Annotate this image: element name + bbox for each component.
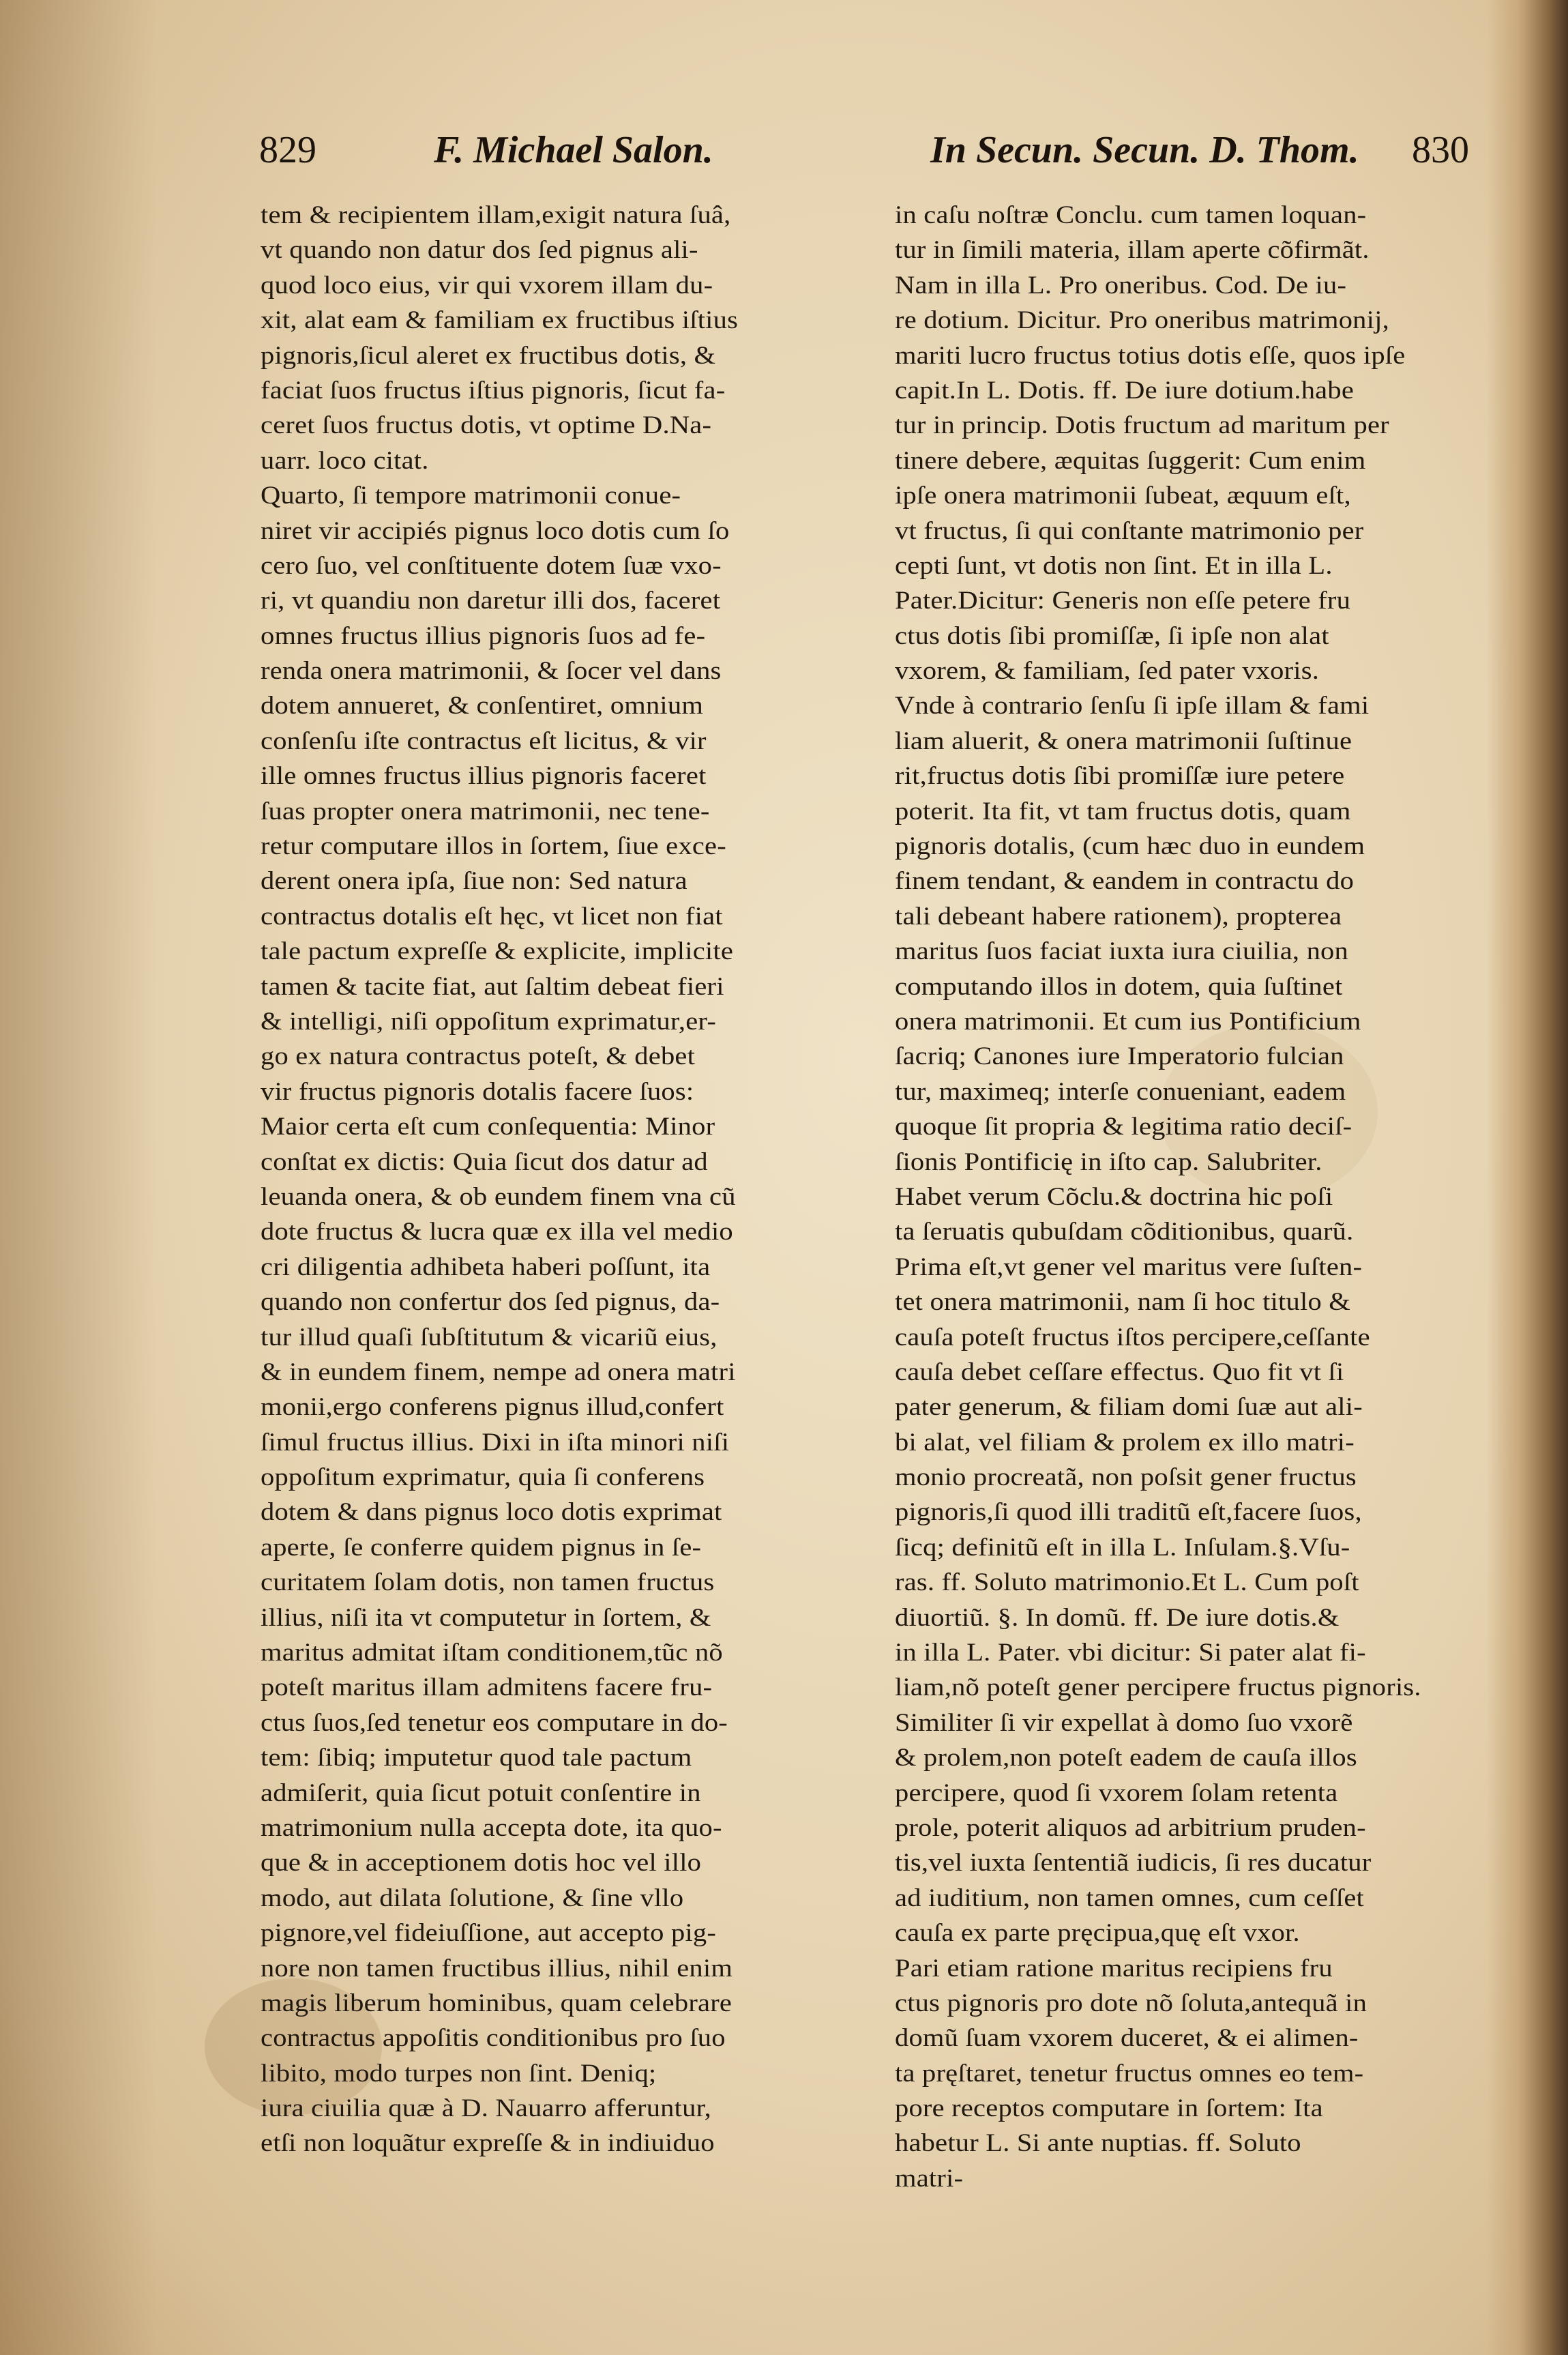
text-line: re dotium. Dicitur. Pro oneribus matrimonij, [895, 306, 1389, 335]
text-line: cauſa ex parte pręcipua,quę eſt vxor. [895, 1919, 1300, 1948]
text-line: ta ſeruatis qubuſdam cõditionibus, quarũ. [895, 1218, 1354, 1246]
text-line: Similiter ſi vir expellat à domo ſuo vxorẽ [895, 1708, 1353, 1737]
text-line: poteſt maritus illam admitens facere fru- [261, 1673, 713, 1702]
text-line: liam aluerit, & onera matrimonii ſuſtinue [895, 727, 1352, 755]
author-header: F. Michael Salon. [434, 129, 713, 171]
text-line: renda onera matrimonii, & ſocer vel dans [261, 657, 722, 686]
text-line: leuanda onera, & ob eundem finem vna cũ [261, 1182, 736, 1211]
text-line: pignore,vel fideiuſſione, aut accepto pig- [261, 1919, 717, 1948]
text-line: tur illud quaſi ſubſtitutum & vicariũ eius, [261, 1323, 718, 1351]
text-line: monii,ergo conferens pignus illud,confert [261, 1393, 724, 1422]
text-line: & in eundem finem, nempe ad onera matri [261, 1358, 736, 1386]
text-line: ctus pignoris pro dote nõ ſoluta,antequã in [895, 1989, 1367, 2017]
text-line: rit,fructus dotis ſibi promiſſæ iure petere [895, 762, 1345, 791]
text-line: vt quando non datur dos ſed pignus ali- [261, 236, 698, 265]
text-line: admiſerit, quia ſicut potuit conſentire in [261, 1779, 701, 1807]
text-line: quod loco eius, vir qui vxorem illam du- [261, 271, 713, 299]
text-line: ſimul fructus illius. Dixi in iſta minori niſi [261, 1428, 730, 1457]
text-line: tis,vel iuxta ſententiã iudicis, ſi res ducatur [895, 1849, 1372, 1877]
text-line: matrimonium nulla accepta dote, ita quo- [261, 1813, 722, 1842]
text-line: iura ciuilia quæ à D. Nauarro afferuntur, [261, 2094, 711, 2123]
text-line: percipere, quod ſi vxorem ſolam retenta [895, 1779, 1338, 1807]
text-line: pater generum, & filiam domi ſuæ aut ali- [895, 1393, 1363, 1422]
text-line: ille omnes fructus illius pignoris faceret [261, 762, 707, 791]
text-line: conſenſu iſte contractus eſt licitus, & vir [261, 727, 707, 755]
text-line: libito, modo turpes non ſint. Deniq; [261, 2059, 657, 2088]
text-line: monio procreatã, non poſsit gener fructus [895, 1463, 1357, 1492]
text-line: vxorem, & familiam, ſed pater vxoris. [895, 657, 1320, 686]
text-line: maritus admitat iſtam conditionem,tũc nõ [261, 1639, 723, 1667]
text-line: onera matrimonii. Et cum ius Pontificium [895, 1007, 1361, 1036]
text-line: contractus appoſitis conditionibus pro ſuo [261, 2024, 726, 2053]
text-line: Nam in illa L. Pro oneribus. Cod. De iu- [895, 271, 1347, 299]
text-line: Quarto, ſi tempore matrimonii conue- [261, 482, 681, 510]
text-line: niret vir accipiés pignus loco dotis cum ſo [261, 516, 730, 545]
text-line: tamen & tacite fiat, aut ſaltim debeat fieri [261, 972, 724, 1001]
text-line: tinere debere, æquitas ſuggerit: Cum enim [895, 446, 1366, 475]
text-line: curitatem ſolam dotis, non tamen fructus [261, 1568, 715, 1597]
text-line: cero ſuo, vel conſtituente dotem ſuæ vxo- [261, 551, 722, 580]
text-line: cauſa poteſt fructus iſtos percipere,ceſſante [895, 1323, 1370, 1351]
text-line: poterit. Ita fit, vt tam fructus dotis, quam [895, 797, 1351, 825]
running-title: In Secun. Secun. D. Thom. [930, 129, 1359, 171]
text-line: pignoris dotalis, (cum hæc duo in eundem [895, 832, 1365, 861]
page-number-right: 830 [1412, 129, 1469, 171]
text-line: Pari etiam ratione maritus recipiens fru [895, 1954, 1333, 1983]
text-line: vt fructus, ſi qui conſtante matrimonio per [895, 516, 1364, 545]
right-text-column [895, 198, 1481, 2196]
text-line: bi alat, vel filiam & prolem ex illo matri- [895, 1428, 1355, 1457]
text-line: cauſa debet ceſſare effectus. Quo fit vt ſi [895, 1358, 1344, 1386]
text-line: dote fructus & lucra quæ ex illa vel medio [261, 1218, 733, 1246]
text-line: faciat ſuos fructus iſtius pignoris, ſicut fa- [261, 376, 726, 405]
text-line: Maior certa eſt cum conſequentia: Minor [261, 1113, 715, 1141]
text-line: ſacriq; Canones iure Imperatorio fulcian [895, 1042, 1344, 1071]
text-line: illius, niſi ita vt computetur in ſortem, & [261, 1603, 711, 1632]
text-line: tet onera matrimonii, nam ſi hoc titulo & [895, 1288, 1350, 1317]
text-line: liam,nõ poteſt gener percipere fructus pignoris. [895, 1673, 1421, 1702]
text-line: maritus ſuos faciat iuxta iura ciuilia, non [895, 937, 1348, 966]
text-line: matri- [895, 2164, 964, 2193]
left-text-column [261, 198, 847, 2161]
text-line: xit, alat eam & familiam ex fructibus iſtius [261, 306, 739, 335]
text-line: domũ ſuam vxorem duceret, & ei alimen- [895, 2024, 1359, 2053]
text-line: magis liberum hominibus, quam celebrare [261, 1989, 733, 2017]
text-line: capit.In L. Dotis. ff. De iure dotium.habe [895, 376, 1355, 405]
text-line: ad iuditium, non tamen omnes, cum ceſſet [895, 1884, 1364, 1912]
text-line: pore receptos computare in ſortem: Ita [895, 2094, 1323, 2123]
text-line: tali debeant habere rationem), propterea [895, 902, 1342, 931]
text-line: que & in acceptionem dotis hoc vel illo [261, 1849, 702, 1877]
text-line: aperte, ſe conferre quidem pignus in ſe- [261, 1533, 702, 1562]
text-line: diuortiũ. §. In domũ. ff. De iure dotis.& [895, 1603, 1340, 1632]
text-line: pignoris,ſi quod illi traditũ eſt,facere ſuos, [895, 1498, 1362, 1527]
gutter-shadow [0, 0, 157, 2355]
running-header [259, 123, 1473, 184]
text-line: ſuas propter onera matrimonii, nec tene- [261, 797, 710, 825]
text-line: tem & recipientem illam,exigit natura ſuâ, [261, 201, 731, 229]
text-line: quando non confertur dos ſed pignus, da- [261, 1288, 720, 1317]
text-line: ſicq; definitũ eſt in illa L. Inſulam.§.Vſu- [895, 1533, 1350, 1562]
text-line: & intelligi, niſi oppoſitum exprimatur,er- [261, 1007, 717, 1036]
text-line: cepti ſunt, vt dotis non ſint. Et in illa L. [895, 551, 1333, 580]
text-line: tem: ſibiq; imputetur quod tale pactum [261, 1744, 692, 1772]
text-line: uarr. loco citat. [261, 446, 429, 475]
text-line: retur computare illos in ſortem, ſiue exce- [261, 832, 726, 861]
text-line: pignoris,ſicul aleret ex fructibus dotis, & [261, 341, 716, 370]
text-line: derent onera ipſa, ſiue non: Sed natura [261, 867, 687, 896]
text-line: contractus dotalis eſt hęc, vt licet non fiat [261, 902, 723, 931]
text-line: oppoſitum exprimatur, quia ſi conferens [261, 1463, 705, 1492]
text-line: modo, aut dilata ſolutione, & ſine vllo [261, 1884, 684, 1912]
text-line: conſtat ex dictis: Quia ſicut dos datur ad [261, 1147, 708, 1176]
text-line: ri, vt quandiu non daretur illi dos, faceret [261, 587, 721, 615]
text-line: ras. ff. Soluto matrimonio.Et L. Cum poſt [895, 1568, 1359, 1597]
page-number-left: 829 [259, 129, 316, 171]
text-line: Habet verum Cõclu.& doctrina hic poſi [895, 1182, 1333, 1211]
text-line: ctus dotis ſibi promiſſæ, ſi ipſe non alat [895, 621, 1329, 650]
text-line: omnes fructus illius pignoris ſuos ad fe- [261, 621, 706, 650]
text-line: go ex natura contractus poteſt, & debet [261, 1042, 696, 1071]
text-line: dotem & dans pignus loco dotis exprimat [261, 1498, 722, 1527]
text-line: & prolem,non poteſt eadem de cauſa illos [895, 1744, 1357, 1772]
text-line: tur, maximeq; interſe conueniant, eadem [895, 1077, 1346, 1106]
text-line: prole, poterit aliquos ad arbitrium pruden- [895, 1813, 1366, 1842]
text-line: mariti lucro fructus totius dotis eſſe, quos ipſe [895, 341, 1406, 370]
text-line: dotem annueret, & conſentiret, omnium [261, 692, 704, 720]
text-line: nore non tamen fructibus illius, nihil enim [261, 1954, 733, 1983]
text-line: ctus ſuos,ſed tenetur eos computare in do- [261, 1708, 728, 1737]
text-line: ceret ſuos fructus dotis, vt optime D.Na- [261, 411, 712, 440]
text-line: computando illos in dotem, quia ſuſtinet [895, 972, 1343, 1001]
text-line: in illa L. Pater. vbi dicitur: Si pater alat fi- [895, 1639, 1366, 1667]
text-line: ſionis Pontificię in iſto cap. Salubriter. [895, 1147, 1322, 1176]
text-line: vir fructus pignoris dotalis facere ſuos: [261, 1077, 694, 1106]
text-line: ta pręſtaret, tenetur fructus omnes eo tem- [895, 2059, 1364, 2088]
text-line: quoque ſit propria & legitima ratio deciſ- [895, 1113, 1352, 1141]
text-line: finem tendant, & eandem in contractu do [895, 867, 1355, 896]
text-line: Prima eſt,vt gener vel maritus vere ſuſten- [895, 1253, 1363, 1281]
text-line: etſi non loquãtur expreſſe & in indiuiduo [261, 2129, 715, 2158]
text-line: habetur L. Si ante nuptias. ff. Soluto [895, 2129, 1301, 2158]
text-line: tur in princip. Dotis fructum ad maritum per [895, 411, 1389, 440]
text-line: Pater.Dicitur: Generis non eſſe petere fru [895, 587, 1351, 615]
text-line: in caſu noſtræ Conclu. cum tamen loquan- [895, 201, 1367, 229]
text-line: tur in ſimili materia, illam aperte cõfirmãt. [895, 236, 1370, 265]
text-line: ipſe onera matrimonii ſubeat, æquum eſt, [895, 482, 1351, 510]
text-line: cri diligentia adhibeta haberi poſſunt, ita [261, 1253, 711, 1281]
text-line: Vnde à contrario ſenſu ſi ipſe illam & fami [895, 692, 1370, 720]
text-line: tale pactum expreſſe & explicite, implicite [261, 937, 734, 966]
